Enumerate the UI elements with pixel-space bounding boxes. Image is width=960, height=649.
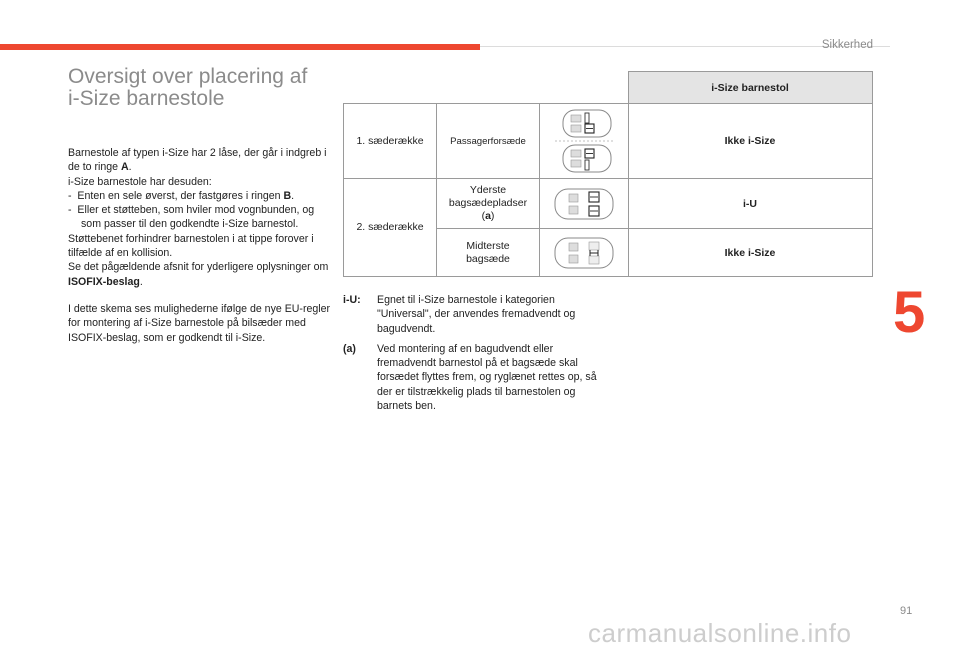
ring-a-label: A [121, 161, 129, 174]
isofix-label: ISOFIX-beslag [68, 275, 140, 288]
car-front-seats-icon [549, 106, 619, 176]
section-label: Sikkerhed [821, 39, 873, 51]
front-seat-diagram [540, 104, 629, 179]
row2-middle-value: Ikke i-Size [628, 229, 872, 277]
outer-rear-seat-diagram [540, 179, 629, 229]
bullet-item [68, 189, 333, 203]
isize-table [343, 71, 873, 277]
middle-seat-line2: bagsæde [466, 252, 510, 265]
footnotes [343, 293, 603, 419]
bullet1-end: . [291, 189, 295, 202]
intro-p5: I dette skema ses mulighederne ifølge de nye EU-regler for montering af i-Size barnestole på bilsæder med ISOFIX-beslag, som er godkendt til i-Size. [68, 302, 331, 344]
watermark: carmanualsonline.info [588, 618, 852, 648]
row2-outer-seats: Yderste bagsædepladser (a) [437, 179, 540, 229]
page-number: 91 [900, 605, 913, 617]
footnote-text: Egnet til i-Size barnestole i kategorien "Universal", der anvendes fremadvendt og bagudvendt. [377, 294, 576, 335]
row2-middle-seat [437, 229, 540, 277]
middle-rear-seat-diagram [540, 229, 629, 277]
row1-label: 1. sæderække [344, 104, 437, 179]
intro-p4-end: . [139, 275, 143, 288]
intro-paragraph [68, 146, 333, 175]
footnote-text: Ved montering af en bagudvendt eller fremadvendt barnestol på et bagsæde skal forsædet flyttes frem, og ryglænet rettes op, så der er tilstrækkelig plads til barnestolen og barnets ben. [377, 342, 597, 413]
ring-b-label: B [283, 189, 292, 202]
row1-value: Ikke i-Size [628, 104, 872, 179]
table-header: i-Size barnestol [628, 72, 872, 104]
header-accent-bar [0, 44, 480, 50]
intro-p1: Barnestole af typen i-Size har 2 låse, der går i indgreb i de to ringe [68, 147, 327, 174]
footnote-key: (a) [343, 342, 356, 355]
intro-p3: Støttebenet forhindrer barnestolen i at tippe forover i tilfælde af en kollision. [68, 232, 314, 260]
row2-label: 2. sæderække [344, 179, 437, 277]
title-line-1: Oversigt over placering af [68, 65, 308, 88]
intro-p1-end: . [128, 161, 132, 174]
intro-p4 [68, 260, 333, 289]
footnote-key: i-U: [343, 294, 361, 306]
title-line-2: i-Size barnestole [68, 87, 225, 110]
bullet1-text: - Enten en sele øverst, der fastgøres i ringen [68, 189, 284, 202]
intro-p2: i-Size barnestole har desuden: [68, 175, 212, 188]
footnote-a [343, 342, 603, 413]
footnote-iu [343, 293, 603, 336]
row2-outer-value: i-U [628, 179, 872, 229]
bullet-item-2: - Eller et støtteben, som hviler mod vognbunden, og som passer til den godkendte i-Size barnestol. [68, 204, 315, 231]
chapter-number: 5 [893, 280, 926, 345]
middle-seat-line1: Midterste [466, 239, 510, 252]
outer-seats-line2: bagsædepladser [448, 197, 528, 209]
intro-p4-text: Se det pågældende afsnit for yderligere oplysninger om [68, 261, 329, 274]
car-rear-middle-seat-icon [549, 235, 619, 271]
page-title [68, 66, 338, 110]
row1-seat-label: Passagerforsæde [437, 104, 540, 179]
outer-seats-line1: Yderste [469, 184, 507, 196]
intro-text [68, 146, 333, 345]
car-rear-outer-seats-icon [549, 186, 619, 222]
footnote-marker-a: a [485, 210, 491, 222]
